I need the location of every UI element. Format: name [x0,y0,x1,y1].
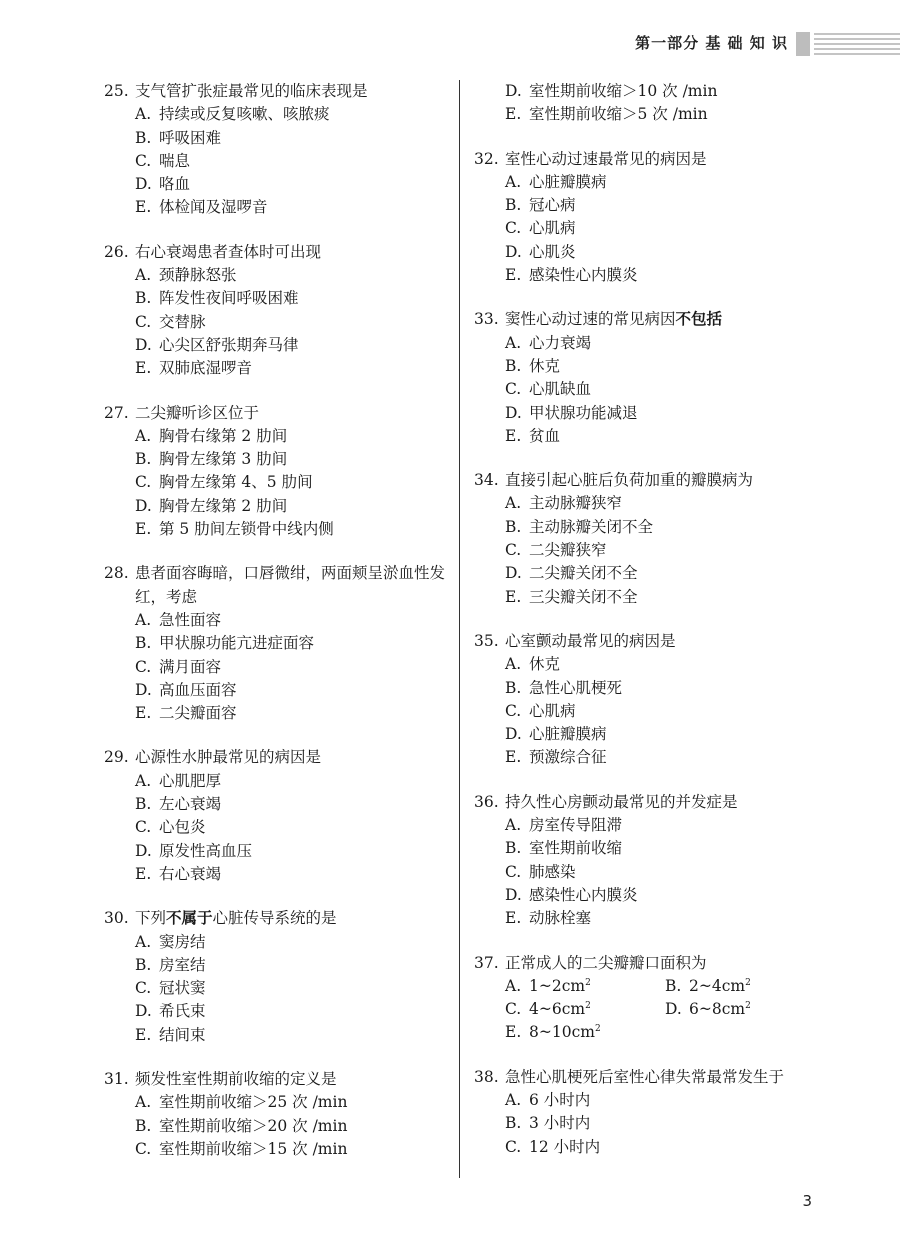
question-stem: 窦性心动过速的常见病因不包括 [505,310,723,329]
option: E. 第 5 肋间左锁骨中线内侧 [135,520,334,539]
option: C. 心肌病 [505,219,576,238]
option: B. 急性心肌梗死 [505,678,623,697]
option: C. 交替脉 [135,312,206,331]
column-divider [459,80,460,1178]
question-31-continued [474,80,819,127]
question-37 [474,952,819,1045]
option: B. 休克 [505,356,561,375]
question-number: 37. [474,953,499,972]
question-33 [474,308,819,448]
running-header [0,30,900,58]
option: E. 动脉栓塞 [505,909,592,928]
question-number: 29. [104,748,129,767]
question-28 [104,562,449,725]
option: A. 休克 [505,655,561,674]
option: C. 心包炎 [135,818,206,837]
option: A. 心脏瓣膜病 [505,172,607,191]
question-stem: 支气管扩张症最常见的临床表现是 [135,82,368,100]
option: C. 心肌病 [505,701,576,720]
option: B. 室性期前收缩 [505,839,623,858]
option: B. $2\sim 4cm^2$ [665,976,751,995]
option: B. 主动脉瓣关闭不全 [505,517,654,536]
option: D. 甲状腺功能减退 [505,403,638,422]
option: D. 感染性心内膜炎 [505,885,638,904]
question-32 [474,148,819,288]
question-stem: 正常成人的二尖瓣瓣口面积为 [505,953,707,972]
question-stem: 持久性心房颤动最常见的并发症是 [505,792,738,811]
option: C. 室性期前收缩＞15 次 /min [135,1139,348,1158]
option: E. $8\sim 10cm^2$ [505,1023,601,1042]
page-number: 3 [802,1192,812,1210]
option: B. 呼吸困难 [135,128,222,147]
option: E. 室性期前收缩＞5 次 /min [505,105,708,124]
option: A. 心肌肥厚 [135,771,222,790]
question-number: 38. [474,1067,499,1086]
option: B. 冠心病 [505,196,576,215]
option: E. 预激综合征 [505,748,607,767]
option: D. 咯血 [135,175,191,194]
option: E. 右心衰竭 [135,864,222,883]
question-stem: 室性心动过速最常见的病因是 [505,149,707,168]
option: C. 满月面容 [135,657,222,676]
question-26 [104,241,449,381]
question-number: 36. [474,792,499,811]
option: A. $1\sim 2cm^2$ [505,976,591,995]
option: D. 希氏束 [135,1002,206,1021]
question-number: 25. [104,82,129,100]
option: A. 房室传导阻滞 [505,816,623,835]
option: C. 冠状窦 [135,979,206,998]
option: C. 心肌缺血 [505,380,592,399]
section-title: 第一部分 基 础 知 识 [635,34,788,52]
option: C. $4\sim 6cm^2$ [505,1000,591,1019]
option: A. 颈静脉怒张 [135,266,237,285]
option: D. $6\sim 8cm^2$ [665,1000,751,1019]
question-29 [104,746,449,886]
option: D. 二尖瓣关闭不全 [505,564,638,583]
option: C. 12 小时内 [505,1137,601,1156]
option: B. 阵发性夜间呼吸困难 [135,289,299,308]
question-27 [104,402,449,542]
option: C. 肺感染 [505,862,576,881]
option: D. 胸骨左缘第 2 肋间 [135,496,288,515]
option: B. 室性期前收缩＞20 次 /min [135,1116,348,1135]
option: A. 心力衰竭 [505,333,592,352]
option: D. 心脏瓣膜病 [505,725,607,744]
question-number: 30. [104,909,129,928]
question-number: 26. [104,242,129,261]
question-stem: 下列不属于心脏传导系统的是 [135,909,337,928]
option: B. 左心衰竭 [135,795,222,814]
option: A. 室性期前收缩＞25 次 /min [135,1093,348,1112]
option: E. 贫血 [505,426,561,445]
question-35 [474,630,819,770]
question-stem: 直接引起心脏后负荷加重的瓣膜病为 [505,471,754,490]
option: B. 3 小时内 [505,1114,591,1133]
question-stem: 心源性水肿最常见的病因是 [135,748,322,767]
option: A. 持续或反复咳嗽、咳脓痰 [135,105,330,124]
option: A. 主动脉瓣狭窄 [505,494,623,513]
right-column [474,80,819,1180]
option: A. 胸骨右缘第 2 肋间 [135,426,288,445]
question-36 [474,791,819,931]
header-decoration [796,32,900,56]
option: D. 心尖区舒张期奔马律 [135,335,299,354]
emphasis-text: 不包括 [675,310,723,329]
question-stem: 急性心肌梗死后室性心律失常最常发生于 [505,1067,785,1086]
option: E. 三尖瓣关闭不全 [505,587,638,606]
option: E. 感染性心内膜炎 [505,266,638,285]
question-31 [104,1068,449,1161]
option: B. 甲状腺功能亢进症面容 [135,634,315,653]
question-stem: 右心衰竭患者查体时可出现 [135,242,322,261]
option: C. 喘息 [135,151,191,170]
option: C. 二尖瓣狭窄 [505,541,607,560]
left-column [104,80,449,1182]
emphasis-text: 不属于 [166,909,213,928]
option: A. 窦房结 [135,932,206,951]
question-stem: 频发性室性期前收缩的定义是 [135,1069,337,1088]
option: B. 房室结 [135,955,206,974]
option: A. 6 小时内 [505,1090,591,1109]
option: B. 胸骨左缘第 3 肋间 [135,450,288,469]
question-stem: 二尖瓣听诊区位于 [135,403,260,422]
question-number: 28. [104,564,129,583]
question-34 [474,469,819,609]
option: E. 体检闻及湿啰音 [135,198,268,217]
question-number: 27. [104,403,129,422]
option: D. 原发性高血压 [135,841,253,860]
option: E. 双肺底湿啰音 [135,359,253,378]
question-30 [104,907,449,1047]
option: D. 心肌炎 [505,242,576,261]
question-number: 35. [474,631,499,650]
question-stem: 患者面容晦暗，口唇微绀，两面颊呈淤血性发红，考虑 [135,564,446,606]
option: E. 结间束 [135,1025,206,1044]
question-number: 32. [474,149,499,168]
option: E. 二尖瓣面容 [135,704,237,723]
question-38 [474,1066,819,1159]
option: C. 胸骨左缘第 4、5 肋间 [135,473,313,492]
option: D. 室性期前收缩＞10 次 /min [505,82,718,100]
question-number: 34. [474,471,499,490]
option: D. 高血压面容 [135,680,237,699]
question-25 [104,80,449,220]
question-stem: 心室颤动最常见的病因是 [505,631,676,650]
question-number: 31. [104,1069,129,1088]
option: A. 急性面容 [135,610,222,629]
question-number: 33. [474,310,499,329]
